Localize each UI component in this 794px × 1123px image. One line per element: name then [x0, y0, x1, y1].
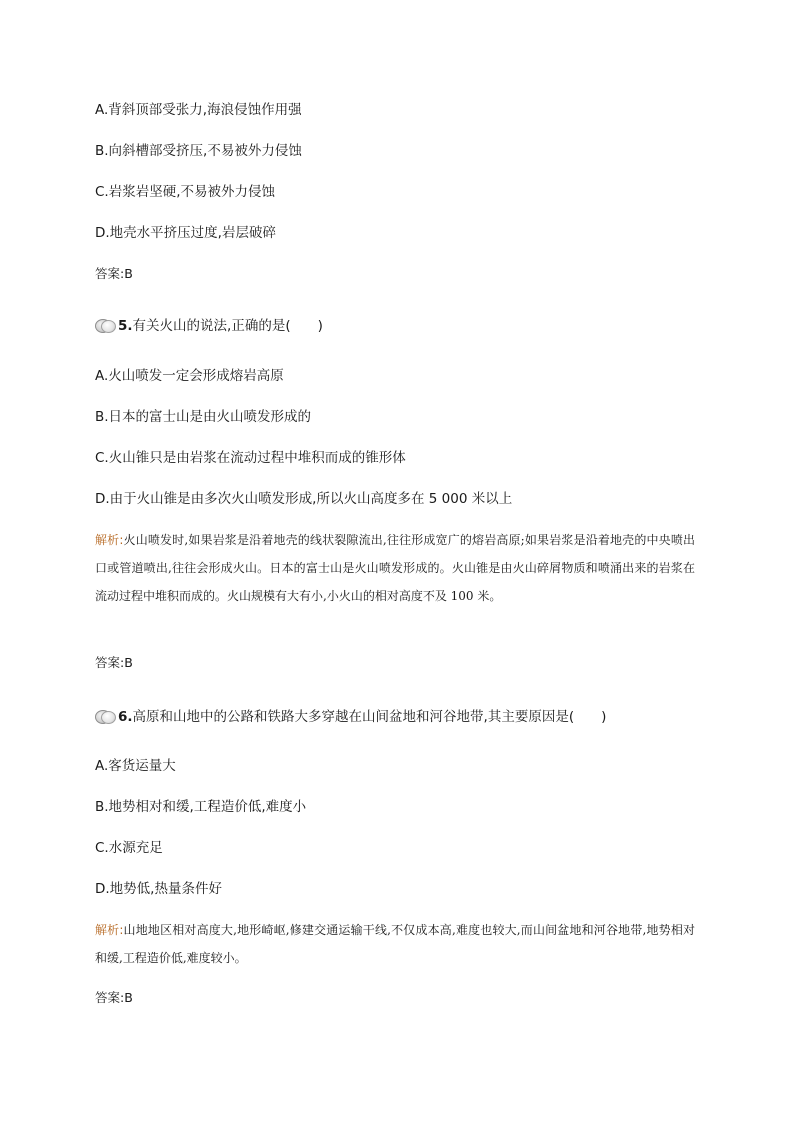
q6-stem	[118, 708, 606, 726]
q4-answer: 答案:B	[95, 266, 133, 281]
q6-option-c: C.水源充足	[95, 840, 163, 856]
q6-explanation-text: 山地地区相对高度大,地形崎岖,修建交通运输干线,不仅成本高,难度也较大,而山间盆地和河谷地带,地势相对和缓,工程造价低,难度较小。	[95, 923, 695, 965]
q6-explanation-label: 解析:	[95, 923, 124, 937]
q5-explanation	[95, 526, 695, 610]
q6-answer: 答案:B	[95, 990, 133, 1005]
q5-option-b: B.日本的富士山是由火山喷发形成的	[95, 409, 312, 425]
q5-option-c: C.火山锥只是由岩浆在流动过程中堆积而成的锥形体	[95, 450, 406, 466]
q6-stem-row	[95, 708, 606, 726]
q6-option-d: D.地势低,热量条件好	[95, 881, 222, 897]
q4-option-a: A.背斜顶部受张力,海浪侵蚀作用强	[95, 102, 302, 118]
q4-option-b: B.向斜槽部受挤压,不易被外力侵蚀	[95, 143, 302, 159]
q5-explanation-label: 解析:	[95, 533, 124, 547]
q4-option-d: D.地壳水平挤压过度,岩层破碎	[95, 225, 276, 241]
q4-option-c: C.岩浆岩坚硬,不易被外力侵蚀	[95, 184, 276, 200]
q6-number: 6.	[118, 709, 133, 725]
q6-option-a: A.客货运量大	[95, 758, 176, 774]
q6-explanation	[95, 916, 695, 972]
question-marker-icon	[95, 319, 117, 333]
q5-stem-text: 有关火山的说法,正确的是( )	[132, 318, 323, 334]
q5-option-d: D.由于火山锥是由多次火山喷发形成,所以火山高度多在 5 000 米以上	[95, 491, 513, 507]
q5-answer: 答案:B	[95, 655, 133, 670]
q5-option-a: A.火山喷发一定会形成熔岩高原	[95, 368, 284, 384]
q5-explanation-text: 火山喷发时,如果岩浆是沿着地壳的线状裂隙流出,往往形成宽广的熔岩高原;如果岩浆是沿着地壳的中央喷出口或管道喷出,往往会形成火山。日本的富士山是火山喷发形成的。火山锥是由火山碎屑物质和喷涌出来的岩浆在流动过程中堆积而成的。火山规模有大有小,小火山的相对高度不及 100 米。	[95, 533, 695, 603]
q5-stem-row	[95, 317, 323, 335]
question-marker-icon	[95, 710, 117, 724]
q5-number: 5.	[118, 318, 133, 334]
q5-stem	[118, 317, 323, 335]
q6-stem-text: 高原和山地中的公路和铁路大多穿越在山间盆地和河谷地带,其主要原因是( )	[132, 709, 607, 725]
q6-option-b: B.地势相对和缓,工程造价低,难度小	[95, 799, 307, 815]
